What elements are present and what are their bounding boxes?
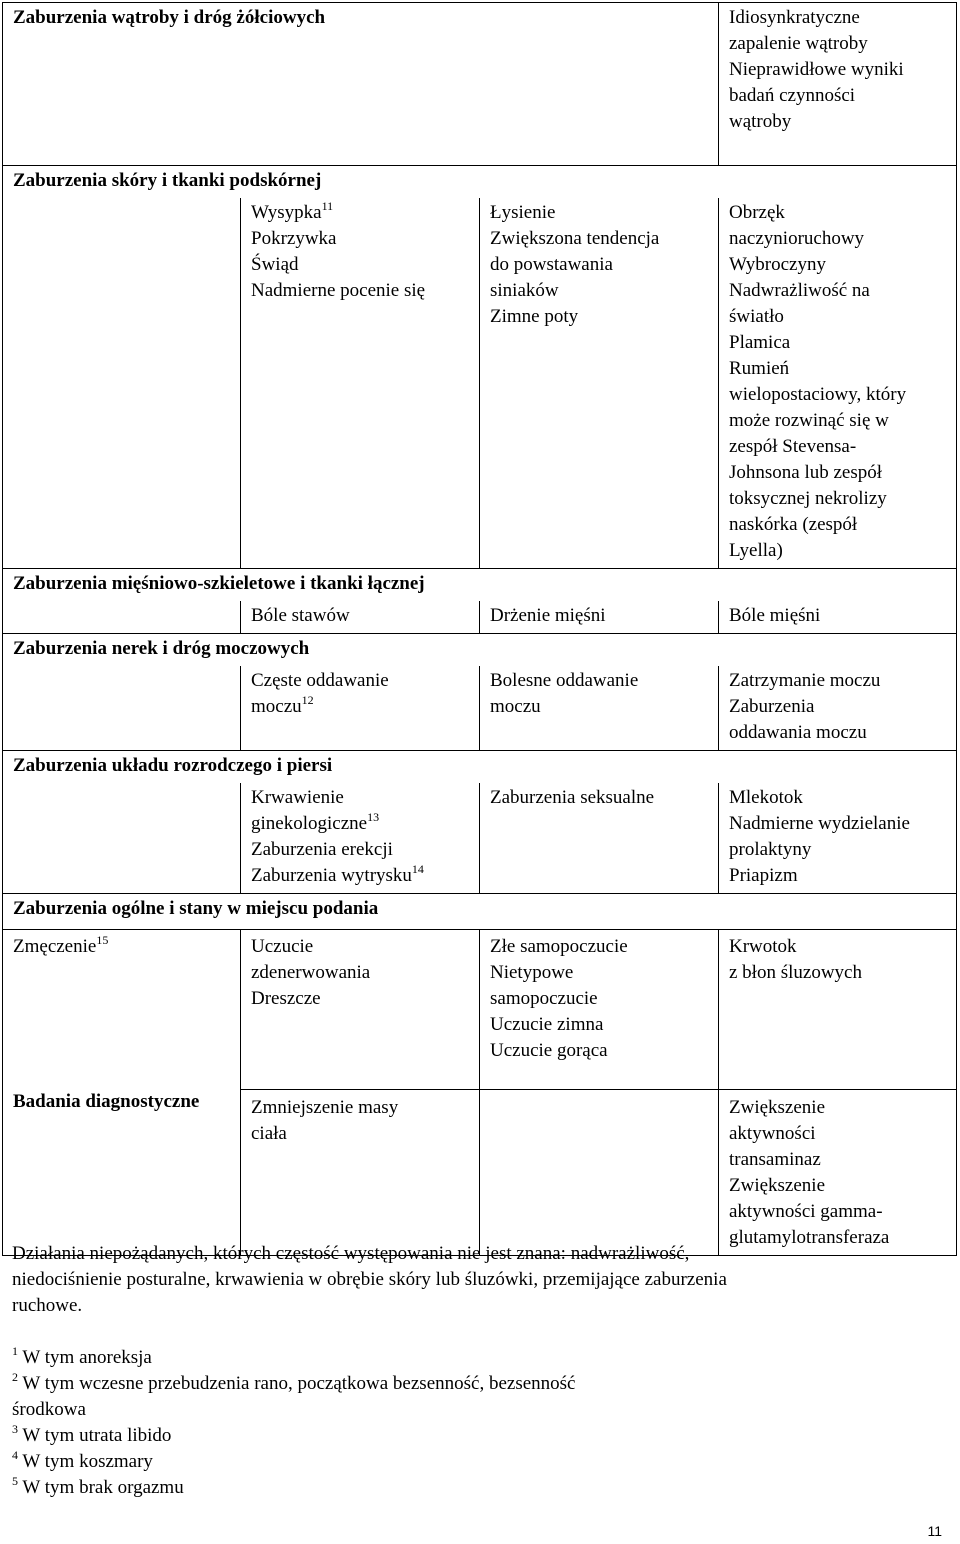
cell-line: Zaburzenia seksualne (490, 786, 655, 808)
liver-heading-row (3, 3, 957, 36)
footnote: środkowa (12, 1399, 86, 1420)
cell-line: naskórka (zespół (729, 513, 858, 535)
section-heading: Zaburzenia skóry i tkanki podskórnej (3, 165, 957, 198)
cell-line: Krwotok (729, 935, 797, 957)
cell-line: Mlekotok (729, 786, 803, 808)
cell-line: światło (729, 305, 784, 327)
cell-line: Nieprawidłowe wyniki (729, 59, 904, 80)
cell-line: aktywności (729, 1122, 816, 1144)
cell-line: Zatrzymanie moczu (729, 669, 881, 691)
general-heading-row (3, 893, 957, 929)
cell-line: transaminaz (729, 1148, 821, 1170)
diagnostic-row (3, 1089, 957, 1255)
cell-line: Działania niepożądanych, których częstość występowania nie jest znana: nadwrażliwość, (12, 1243, 690, 1264)
unknown-frequency-note (12, 1241, 932, 1319)
cell-line: Świąd (251, 253, 299, 275)
cell-line: Plamica (729, 331, 791, 353)
repro-col2 (241, 783, 480, 894)
repro-heading-row (3, 750, 957, 783)
cell-line: siniaków (490, 279, 559, 301)
cell-line: do powstawania (490, 253, 613, 275)
skin-col3 (480, 198, 719, 569)
footnote-marker: 12 (301, 692, 314, 707)
cell-line: Zwiększona tendencja (490, 227, 660, 249)
footnote: $^2$ W tym wczesne przebudzenia rano, początkowa bezsenność, bezsenność (12, 1370, 576, 1394)
cell-line: Obrzęk (729, 201, 785, 223)
repro-col4 (719, 783, 957, 894)
footnote-marker: 14 (411, 861, 424, 876)
cell-line: wielopostaciowy, który (729, 383, 907, 405)
section-heading: Zaburzenia mięśniowo-szkieletowe i tkanki łącznej (3, 568, 957, 601)
kidney-heading-row (3, 633, 957, 666)
cell-line: Wysypka$^{11}$ (251, 198, 334, 223)
cell-line: Zmęczenie$^{15}$ (13, 932, 109, 957)
cell-line: Wybroczyny (729, 253, 826, 275)
repro-col3 (480, 783, 719, 894)
cell-line: moczu$^{12}$ (251, 692, 314, 717)
cell-line: Uczucie gorąca (490, 1039, 608, 1061)
cell-line: Nietypowe (490, 961, 574, 983)
cell-line: Uczucie (251, 935, 314, 957)
page-number: 11 (927, 1523, 942, 1539)
kidney-col2 (241, 666, 480, 751)
cell-line: Zimne poty (490, 305, 579, 327)
skin-col2 (241, 198, 480, 569)
kidney-col3 (480, 666, 719, 751)
footnotes (12, 1345, 932, 1501)
diagnostic-col2 (241, 1089, 480, 1255)
cell-line: Nadmierne wydzielanie (729, 812, 910, 834)
cell-line: Pokrzywka (251, 227, 337, 249)
section-heading: Badania diagnostyczne (3, 1089, 241, 1255)
kidney-col4 (719, 666, 957, 751)
diagnostic-col4 (719, 1089, 957, 1255)
cell-line: zespół Stevensa- (729, 435, 857, 457)
cell-line: naczynioruchowy (729, 227, 865, 249)
footnote-marker: 11 (321, 198, 334, 213)
cell-line: moczu (490, 695, 541, 717)
footnote: $^1$ W tym anoreksja (12, 1344, 152, 1368)
skin-col4 (719, 198, 957, 569)
footnote-marker: 13 (367, 809, 380, 824)
cell-line: ginekologiczne$^{13}$ (251, 809, 380, 834)
cell-line: Łysienie (490, 201, 556, 223)
cell-line: zapalenie wątroby (729, 33, 868, 54)
footnote: $^4$ W tym koszmary (12, 1448, 153, 1472)
cell-line: z błon śluzowych (729, 961, 862, 983)
footnote-marker: 15 (96, 932, 109, 947)
cell-line: zdenerwowania (251, 961, 371, 983)
adverse-effects-table (2, 2, 957, 1256)
skin-heading-row (3, 165, 957, 198)
cell-line: Idiosynkratyczne (729, 7, 860, 28)
cell-line: oddawania moczu (729, 721, 867, 743)
cell-line: Częste oddawanie (251, 669, 389, 691)
cell-line: Zaburzenia erekcji (251, 838, 393, 860)
repro-body-row (3, 783, 957, 894)
skin-body-row (3, 198, 957, 569)
cell-line: Zaburzenia (729, 695, 815, 717)
cell-line: glutamylotransferaza (729, 1226, 890, 1248)
general-body-row (3, 929, 957, 1089)
musculo-col4: Bóle mięśni (719, 601, 957, 634)
kidney-body-row (3, 666, 957, 751)
cell-line: Krwawienie (251, 786, 344, 808)
cell-line: Złe samopoczucie (490, 935, 628, 957)
cell-line: Zwiększenie (729, 1096, 826, 1118)
cell-line: badań czynności (729, 85, 856, 106)
general-col1 (3, 929, 241, 1089)
general-col2 (241, 929, 480, 1089)
cell-line: Nadwrażliwość na (729, 279, 870, 301)
musculo-col3: Drżenie mięśni (480, 601, 719, 634)
cell-line: Rumień (729, 357, 790, 379)
cell-line: toksycznej nekrolizy (729, 487, 887, 509)
liver-col4 (719, 3, 957, 166)
musculo-body-row (3, 601, 957, 634)
cell-line: ruchowe. (12, 1295, 83, 1316)
cell-line: Priapizm (729, 864, 798, 886)
general-col3 (480, 929, 719, 1089)
section-heading: Zaburzenia ogólne i stany w miejscu podania (3, 893, 957, 929)
cell-line: Zwiększenie (729, 1174, 826, 1196)
cell-line: aktywności gamma- (729, 1200, 883, 1222)
cell-line: samopoczucie (490, 987, 598, 1009)
cell-line: wątroby (729, 111, 792, 132)
section-heading: Zaburzenia układu rozrodczego i piersi (3, 750, 957, 783)
cell-line: Lyella) (729, 539, 783, 561)
cell-line: może rozwinąć się w (729, 409, 889, 431)
musculo-col2: Bóle stawów (241, 601, 480, 634)
cell-line: Johnsona lub zespół (729, 461, 883, 483)
cell-line: Dreszcze (251, 987, 321, 1009)
cell-line: niedociśnienie posturalne, krwawienia w obrębie skóry lub śluzówki, przemijające zaburzenia (12, 1269, 727, 1290)
cell-line: Uczucie zimna (490, 1013, 604, 1035)
cell-line: ciała (251, 1122, 287, 1144)
cell-line: Bolesne oddawanie (490, 669, 639, 691)
general-col4 (719, 929, 957, 1089)
cell-line: Zaburzenia wytrysku$^{14}$ (251, 861, 424, 886)
footnote: $^5$ W tym brak orgazmu (12, 1474, 184, 1498)
section-heading: Zaburzenia nerek i dróg moczowych (3, 633, 957, 666)
section-heading: Zaburzenia wątroby i dróg żółciowych (3, 3, 719, 36)
cell-line: prolaktyny (729, 838, 812, 860)
cell-line: Zmniejszenie masy (251, 1096, 399, 1118)
musculo-heading-row (3, 568, 957, 601)
cell-line: Nadmierne pocenie się (251, 279, 426, 301)
footnote: $^3$ W tym utrata libido (12, 1422, 172, 1446)
